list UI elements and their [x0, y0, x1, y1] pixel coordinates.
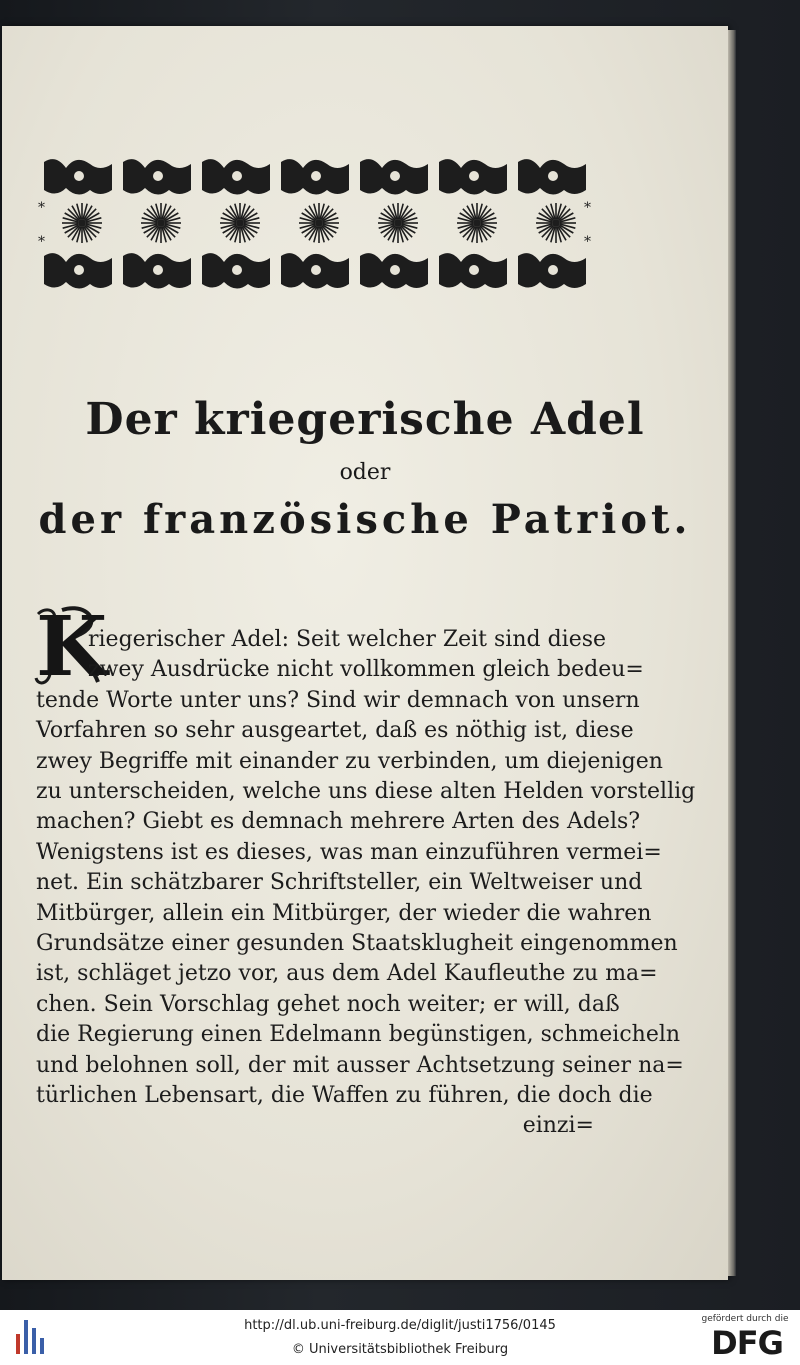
heading-line-2: oder	[339, 460, 391, 485]
heading-line-3: der französische Patriot.	[38, 496, 692, 543]
catchword: einzi=	[522, 1113, 594, 1139]
drop-cap: K	[36, 599, 108, 695]
text-line: Mitbürger, allein ein Mitbürger, der wieder die wahren	[36, 900, 652, 926]
text-line: Wenigstens ist es dieses, was man einzuführen vermei=	[36, 839, 662, 865]
text-line: chen. Sein Vorschlag gehet noch weiter; er will, daß	[36, 991, 620, 1017]
text-line: net. Ein schätzbarer Schriftsteller, ein Weltweiser und	[36, 870, 643, 896]
text-line: Vorfahren so sehr ausgeartet, daß es nöthig ist, diese	[36, 718, 634, 744]
book-page	[2, 26, 728, 1280]
copyright-notice: © Universitätsbibliothek Freiburg	[291, 1342, 509, 1357]
body-text	[2, 26, 728, 1280]
svg-text:*: *	[584, 200, 591, 216]
text-line: zu unterscheiden, welche uns diese alten Helden vorstellig	[36, 779, 696, 804]
text-line: die Regierung einen Edelmann begünstigen, schmeicheln	[36, 1022, 681, 1048]
svg-text:*: *	[584, 234, 591, 250]
text-line: ist, schläget jetzo vor, aus dem Adel Kaufleuthe zu ma=	[36, 961, 658, 987]
text-line: zwey Begriffe mit einander zu verbinden, um diejenigen	[36, 748, 663, 774]
text-line: riegerischer Adel: Seit welcher Zeit sind diese	[88, 627, 607, 652]
text-line: türlichen Lebensart, die Waffen zu führen, die doch die	[36, 1083, 653, 1108]
viewer-footer	[0, 1310, 800, 1365]
svg-text:*: *	[38, 234, 45, 250]
dfg-logo: DFG	[711, 1324, 783, 1362]
svg-text:*: *	[38, 200, 45, 216]
text-line: tende Worte unter uns? Sind wir demnach von unsern	[36, 687, 640, 713]
heading-line-1: Der kriegerische Adel	[85, 394, 645, 445]
document-url-link[interactable]: http://dl.ub.uni-freiburg.de/diglit/justi1756/0145	[244, 1318, 556, 1333]
page-edge	[728, 30, 736, 1276]
text-line: machen? Giebt es demnach mehrere Arten des Adels?	[36, 809, 641, 835]
funder-caption: gefördert durch die	[701, 1314, 789, 1324]
text-line: Grundsätze einer gesunden Staatsklugheit eingenommen	[36, 931, 678, 956]
library-logo-icon	[10, 1314, 50, 1360]
text-line: zwey Ausdrücke nicht vollkommen gleich bedeu=	[88, 657, 644, 683]
text-line: und belohnen soll, der mit ausser Achtsetzung seiner na=	[36, 1052, 684, 1078]
